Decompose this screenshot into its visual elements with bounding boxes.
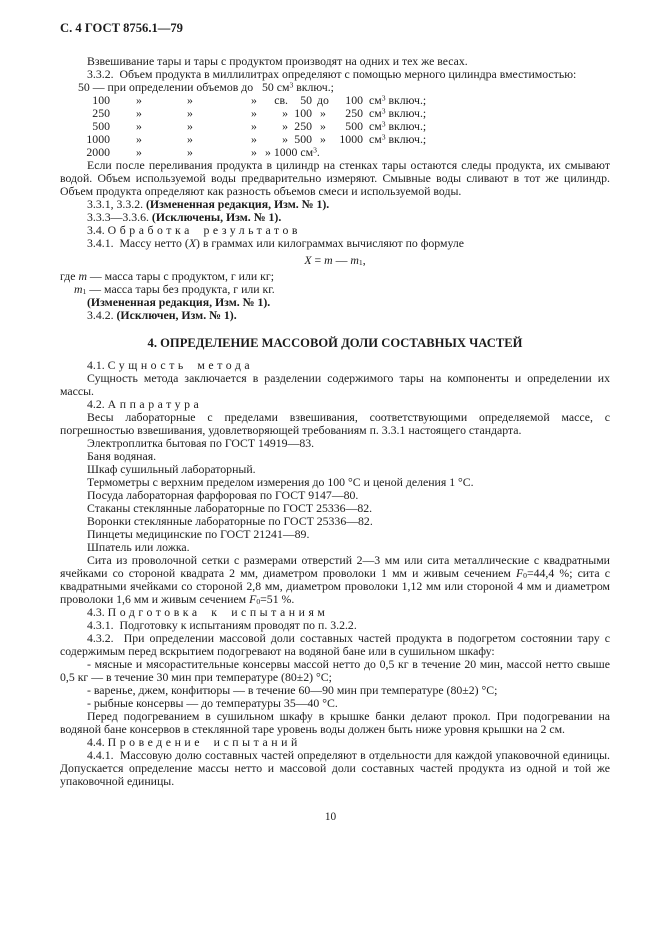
text-run: Проведение испытаний bbox=[107, 735, 301, 749]
paragraph bbox=[60, 710, 610, 736]
paragraph bbox=[60, 554, 610, 606]
text-run: m bbox=[78, 269, 87, 283]
text-run: m bbox=[324, 253, 333, 267]
text-run: 3.4.1. Массу нетто ( bbox=[87, 236, 189, 250]
text-run: 3 bbox=[381, 93, 386, 103]
text-run: =51 %. bbox=[260, 592, 295, 606]
volume-table-row bbox=[60, 133, 610, 146]
section-heading bbox=[60, 337, 610, 350]
paragraph bbox=[60, 749, 610, 788]
text-run: 50 bbox=[300, 93, 312, 107]
text-run: Пинцеты медицинские по ГОСТ 21241—89. bbox=[87, 527, 310, 541]
text-run: Весы лабораторные с пределами взвешивания, соответствующими определяемой массе, с погрешностью взвешивания, удовлетворяющей требованиям п. 3.3.1 настоящего стандарта. bbox=[60, 410, 610, 437]
text-run: см bbox=[369, 106, 382, 120]
text-run: — bbox=[332, 253, 351, 267]
text-run: » bbox=[187, 93, 193, 107]
text-run: » bbox=[136, 132, 142, 146]
text-run: Шпатель или ложка. bbox=[87, 540, 190, 554]
text-run: — масса тары с продуктом, г или кг; bbox=[86, 269, 274, 283]
text-run: 100 bbox=[294, 106, 312, 120]
text-run: - мясные и мясорастительные консервы массой нетто до 0,5 кг в течение 20 мин, массой нетто свыше 0,5 кг — в течение 30 мин при температуре (80±2) °С; bbox=[60, 657, 610, 684]
text-run: , bbox=[362, 253, 366, 267]
text-run: - варенье, джем, конфитюры — в течение 60—90 мин при температуре (80±2) °С; bbox=[87, 683, 498, 697]
text-run: 4.3. bbox=[87, 605, 108, 619]
text-run: » bbox=[251, 145, 257, 159]
text-run: 1 bbox=[82, 287, 87, 297]
volume-table-cell bbox=[60, 146, 110, 159]
paragraph bbox=[60, 159, 610, 198]
text-run: 500 bbox=[92, 119, 110, 133]
text-run: Аппаратура bbox=[107, 397, 203, 411]
text-run: m bbox=[74, 282, 83, 296]
text-run: » bbox=[282, 132, 288, 146]
volume-table-cell bbox=[78, 81, 334, 94]
text-run: » bbox=[187, 106, 193, 120]
text-run: 3 bbox=[313, 145, 317, 155]
text-run: 250 bbox=[345, 106, 363, 120]
text-run: Стаканы стеклянные лабораторные по ГОСТ 25336—82. bbox=[87, 501, 373, 515]
paragraph bbox=[60, 658, 610, 684]
text-run: 1 bbox=[358, 258, 363, 268]
volume-table-row bbox=[60, 94, 610, 107]
formula bbox=[60, 254, 610, 267]
volume-table-cell bbox=[130, 146, 148, 159]
text-run: включ.; bbox=[385, 132, 427, 146]
volume-table-row bbox=[60, 120, 610, 133]
text-run: » bbox=[136, 93, 142, 107]
text-run: 4.1. bbox=[87, 358, 108, 372]
text-run: 0 bbox=[256, 597, 261, 607]
text-run: 3 bbox=[381, 119, 386, 129]
text-run: включ.; bbox=[385, 93, 427, 107]
text-run: » bbox=[251, 106, 257, 120]
text-run: Посуда лабораторная фарфоровая по ГОСТ 9147—80. bbox=[87, 488, 359, 502]
text-run: 4.4.1. Массовую долю составных частей определяют в отдельности для каждой упаковочной единицы. Допускается определение массы нетто и массовой доли составных частей продукта из одной и той же упаковочной единицы. bbox=[60, 748, 610, 788]
text-run: Электроплитка бытовая по ГОСТ 14919—83. bbox=[87, 436, 315, 450]
volume-table-row bbox=[60, 81, 610, 94]
text-run: Воронки стеклянные лабораторные по ГОСТ 25336—82. bbox=[87, 514, 373, 528]
paragraph bbox=[60, 237, 610, 250]
text-run: 3 bbox=[381, 106, 386, 116]
text-run: 3.3.1, 3.3.2. bbox=[87, 197, 146, 211]
volume-table-cell bbox=[265, 146, 320, 159]
volume-table-row bbox=[60, 107, 610, 120]
text-run: Взвешивание тары и тары с продуктом производят на одних и тех же весах. bbox=[87, 54, 468, 68]
text-run: 3 bbox=[289, 80, 294, 90]
text-run: см bbox=[369, 119, 382, 133]
volume-table-cell bbox=[336, 133, 363, 146]
text-run: 4.3.2. При определении массовой доли составных частей продукта в подогретом состоянии тару с содержимым перед вскрытием подогревают на водяной бане или в сушильном шкафу: bbox=[60, 631, 610, 658]
text-run: » bbox=[320, 132, 326, 146]
text-run: Подготовка к испытаниям bbox=[107, 605, 329, 619]
volume-table bbox=[60, 81, 610, 159]
text-run: (Исключен, Изм. № 1). bbox=[116, 308, 237, 322]
text-run: 500 bbox=[345, 119, 363, 133]
text-run: X bbox=[188, 236, 197, 250]
text-run: » 1000 см bbox=[265, 145, 314, 159]
text-run: » bbox=[251, 132, 257, 146]
text-run: » bbox=[187, 132, 193, 146]
text-run: см bbox=[369, 132, 382, 146]
text-run: включ.; bbox=[385, 119, 427, 133]
text-run: = bbox=[311, 253, 325, 267]
text-run: Если после переливания продукта в цилиндр на стенках тары остаются следы продукта, их смывают водой. Объем используемой воды предварительно измеряют. Смывные воды сливают в тот же цилиндр. Объем продукта определяют как разность объемов смеси и используемой воды. bbox=[60, 158, 610, 198]
text-run: включ.; bbox=[385, 106, 427, 120]
text-run: » bbox=[136, 119, 142, 133]
text-run: Термометры с верхним пределом измерения до 100 °С и ценой деления 1 °С. bbox=[87, 475, 474, 489]
text-run: » bbox=[136, 145, 142, 159]
text-run: 250 bbox=[92, 106, 110, 120]
page-header: С. 4 ГОСТ 8756.1—79 bbox=[60, 21, 183, 35]
text-run: Шкаф сушильный лабораторный. bbox=[87, 462, 256, 476]
text-run: см bbox=[369, 93, 382, 107]
text-run: » bbox=[282, 119, 288, 133]
text-run: m bbox=[350, 253, 359, 267]
text-run: 100 bbox=[345, 93, 363, 107]
text-run: Баня водяная. bbox=[87, 449, 157, 463]
text-run: ) в граммах или килограммах вычисляют по формуле bbox=[196, 236, 464, 250]
text-run: св. bbox=[274, 93, 288, 107]
text-run: (Исключены, Изм. № 1). bbox=[151, 210, 282, 224]
text-run: (Измененная редакция, Изм. № 1). bbox=[145, 197, 330, 211]
text-run: 100 bbox=[92, 93, 110, 107]
text-run: 1000 bbox=[86, 132, 110, 146]
text-run: X bbox=[304, 253, 312, 267]
text-run: 3.4.2. bbox=[87, 308, 117, 322]
text-run: 1000 bbox=[339, 132, 363, 146]
page-number: 10 bbox=[324, 811, 337, 823]
text-run: 4.3.1. Подготовку к испытаниям проводят по п. 3.2.2. bbox=[87, 618, 357, 632]
text-run: 3.3.2. Объем продукта в миллилитрах определяют с помощью мерного цилиндра вместимостью: bbox=[87, 67, 577, 81]
text-run: — масса тары без продукта, г или кг. bbox=[86, 282, 275, 296]
text-run: » bbox=[251, 93, 257, 107]
text-run: (Измененная редакция, Изм. № 1). bbox=[87, 295, 271, 309]
volume-table-cell bbox=[181, 146, 199, 159]
text-run: 3 bbox=[381, 132, 386, 142]
paragraph bbox=[60, 632, 610, 658]
text-run: 50 — при определении объемов до 50 см bbox=[78, 80, 290, 94]
text-run: Сита из проволочной сетки с размерами отверстий 2—3 мм или сита металлические с квадратными ячейками со стороной квадрата 2 мм, диаметром проволоки 1 мм и живым сечением bbox=[60, 553, 610, 580]
text-run: 4. ОПРЕДЕЛЕНИЕ МАССОВОЙ ДОЛИ СОСТАВНЫХ ЧАСТЕЙ bbox=[147, 336, 523, 350]
volume-table-cell bbox=[369, 133, 426, 146]
text-run: 3.4. bbox=[87, 223, 108, 237]
text-run: » bbox=[187, 119, 193, 133]
text-run: » bbox=[282, 106, 288, 120]
text-run: . bbox=[316, 145, 320, 159]
volume-table-cell bbox=[245, 146, 263, 159]
text-run: =44,4 %; сита с квадратными ячейками со стороной 2,8 мм, диаметром проволоки 1,12 мм или стороной 4 мм и диаметром проволоки 1,6 мм и живым сечением bbox=[60, 566, 610, 606]
text-run: » bbox=[320, 106, 326, 120]
text-run: Сущность метода bbox=[107, 358, 254, 372]
text-run: 4.2. bbox=[87, 397, 108, 411]
text-run: Сущность метода заключается в разделении содержимого тары на компоненты и определении их массы. bbox=[60, 371, 610, 398]
text-run: до bbox=[317, 93, 329, 107]
text-run: Перед подогреванием в сушильном шкафу в крышке банки делают прокол. При подогревании на водяной бане консервов в стеклянной таре уровень воды должен быть ниже уровня крышки на 2 см. bbox=[60, 709, 610, 736]
text-run: где bbox=[60, 269, 79, 283]
text-run: » bbox=[187, 145, 193, 159]
text-run: 2000 bbox=[86, 145, 110, 159]
text-run: » bbox=[251, 119, 257, 133]
text-run: 4.4. bbox=[87, 735, 108, 749]
text-run: включ.; bbox=[293, 80, 334, 94]
document-body bbox=[60, 55, 610, 788]
volume-table-row bbox=[60, 146, 610, 159]
text-run: - рыбные консервы — до температуры 35—40 °С. bbox=[87, 696, 338, 710]
text-run: 0 bbox=[523, 571, 527, 581]
paragraph bbox=[60, 411, 610, 437]
text-run: F bbox=[515, 566, 524, 580]
paragraph bbox=[60, 372, 610, 398]
text-run: 500 bbox=[294, 132, 312, 146]
text-run: Обработка результатов bbox=[107, 223, 302, 237]
text-run: » bbox=[320, 119, 326, 133]
text-run: » bbox=[136, 106, 142, 120]
text-run: 3.3.3—3.3.6. bbox=[87, 210, 152, 224]
text-run: F bbox=[249, 592, 257, 606]
paragraph bbox=[60, 309, 610, 322]
text-run: 250 bbox=[294, 119, 312, 133]
